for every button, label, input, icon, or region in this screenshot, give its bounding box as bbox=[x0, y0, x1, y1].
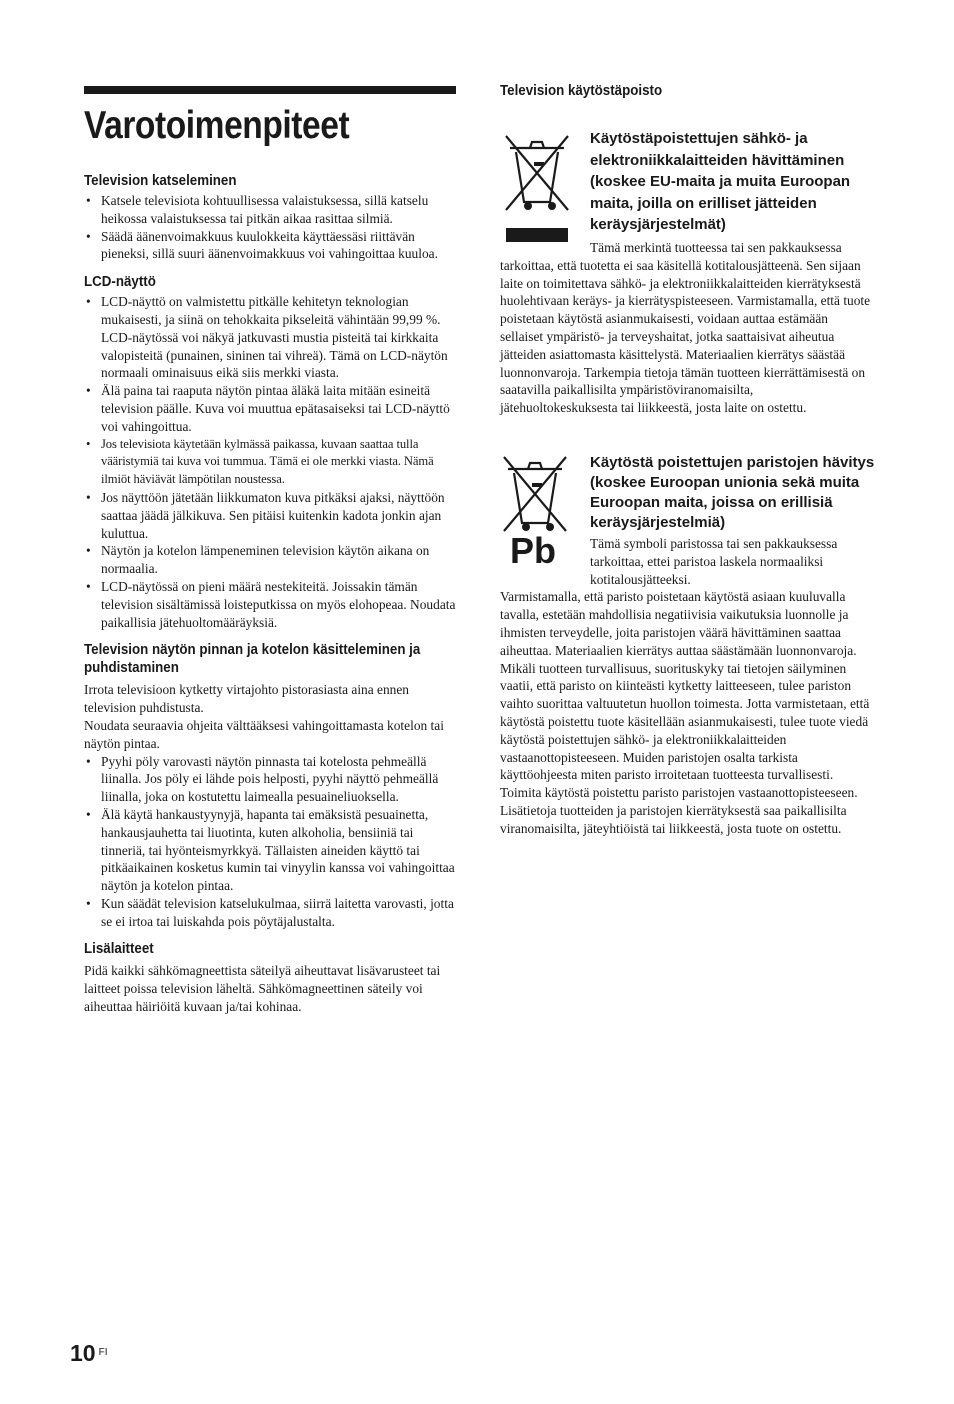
battery-title: Käytöstä poistettujen paristojen hävitys (koskee Euroopan unionia sekä muita Euroopan maita, joissa on erillisiä keräysjärjestelmiä) bbox=[590, 453, 875, 531]
section-heading-viewing: Television katseleminen bbox=[84, 173, 237, 189]
crossed-bin-pb-icon bbox=[502, 453, 568, 565]
weee-text: Tämä merkintä tuotteessa tai sen pakkauksessa tarkoittaa, että tuotetta ei saa käsitellä kotitalousjätteenä. Sen sijaan laite on toimitettava sähkö- ja elektroniikkalaitteiden kierrätyksestä huolehtivaan keräys- ja kierrätyspisteeseen. Varmistamalla, että tuote poistetaan käytöstä asianmukaisesti, voidaan auttaa estämään sellaiset ympäristö- ja terveyshaitat, jotka saattaisivat aiheutua jätteiden asiattomasta käsittelystä. Materiaalien kierrätys säästää luonnonvaroja. Tarkempia tietoja tämän tuotteen kierrättämisestä on saatavilla paikallisilta ympäristöviranomaisilta, jätehuoltokeskuksesta tai liikkeestä, josta laite on ostettu. bbox=[500, 240, 871, 416]
list-item: • Pyyhi pöly varovasti näytön pinnasta tai kotelosta pehmeällä liinalla. Jos pöly ei lähde pois helposti, pyyhi näyttö pehmeällä liinalla, joka on kostutettu laimealla pesuaineliuoksella. bbox=[84, 753, 456, 806]
weee-block bbox=[500, 100, 872, 245]
cleaning-para-1: Irrota televisioon kytketty virtajohto pistorasiasta aina ennen television puhdistusta. bbox=[84, 682, 410, 716]
page-number: 10 bbox=[70, 1340, 96, 1366]
crossed-bin-icon bbox=[504, 132, 570, 244]
lcd-list bbox=[84, 293, 456, 631]
page-language: FI bbox=[98, 1347, 108, 1358]
list-item: • Katsele televisiota kohtuullisessa valaistuksessa, sillä katselu heikossa valaistuksessa tai pitkän aikaa rasittaa silmiä. bbox=[84, 192, 456, 228]
left-column bbox=[84, 86, 456, 1016]
weee-title: Käytöstäpoistettujen sähkö- ja elektroniikkalaitteiden hävittäminen (koskee EU-maita ja muita Euroopan maita, joilla on erilliset jätteiden keräysjärjestelmät) bbox=[590, 130, 851, 233]
pb-label: Pb bbox=[510, 529, 557, 565]
accessories-para: Pidä kaikki sähkömagneettista säteilyä aiheuttavat lisävarusteet tai laitteet poissa television läheltä. Sähkömagneettinen säteily voi aiheuttaa häiriöitä kuvaan ja/tai kohinaa. bbox=[84, 963, 441, 1015]
battery-text-short: Tämä symboli paristossa tai sen pakkauksessa tarkoittaa, ettei paristoa laskela normaaliksi kotitalousjätteeksi. bbox=[590, 535, 838, 587]
section-heading-disposal: Television käytöstäpoisto bbox=[500, 83, 663, 99]
battery-text: Varmistamalla, että paristo poistetaan käytöstä asiaan kuuluvalla tavalla, estetään mahdollisia negatiivisia vaikutuksia luonnolle ja ihmisten terveydelle, joita paristojen väärä hävittäminen saattaa aiheuttaa. Materiaalien kierrätys auttaa säästämään luonnonvaroja. Mikäli tuotteen turvallisuus, suorituskyky tai tietojen säilyminen vaatii, että paristo on kiinteästi kytketty laitteeseen, tulee pariston vaihto suorittaa valtuutetun huollon toimesta. Jotta varmistetaan, että käytöstä poistettu tuote käsitellään asianmukaisesti, tulee tuote viedä käytöstä poistettujen sähkö- ja elektroniikkalaitteiden vastaanottopisteeseen. Muiden paristojen osalta tarkista käyttöohjeesta miten paristo irroitetaan tuotteesta turvallisesti. Toimita käytöstä poistettu paristo paristojen vastaanottopisteeseen. Lisätietoja tuotteiden ja paristojen kierrätyksestä saa paikallisilta viranomaisilta, jäteyhtiöistä tai liikkeestä, josta tuote on ostettu. bbox=[500, 589, 870, 836]
list-item: • Älä käytä hankaustyynyjä, hapanta tai emäksistä pesuainetta, hankausjauhetta tai liuotinta, kuten alkoholia, bensiiniä tai tinneriä, tai hyönteismyrkkyä. Tällaisten aineiden käyttö tai pitkäaikainen kosketus kumin tai vinyylin kanssa voi vahingoittaa näytön ja kotelon pintaa. bbox=[84, 806, 456, 895]
list-item: • Älä paina tai raaputa näytön pintaa äläkä laita mitään esineitä television päälle. Kuva voi muuttua epätasaiseksi tai LCD-näyttö voi vahingoittua. bbox=[84, 382, 456, 435]
list-item: • Säädä äänenvoimakkuus kuulokkeita käyttäessäsi riittävän pieneksi, sillä suuri äänenvoimakkuus voi vahingoittaa kuuloa. bbox=[84, 228, 456, 264]
cleaning-para-2: Noudata seuraavia ohjeita välttääksesi vahingoittamasta kotelon tai näytön pintaa. bbox=[84, 717, 444, 751]
cleaning-list bbox=[84, 753, 456, 931]
page-footer bbox=[70, 1340, 107, 1367]
list-item: • LCD-näyttö on valmistettu pitkälle kehitetyn teknologian mukaisesti, ja siinä on tehokkaita pikseleitä vähintään 99,99 %. LCD-näytössä voi näkyä jatkuvasti mustia pisteitä tai kirkkaita valopisteitä (punainen, sininen tai vihreä). Tämä on LCD-näytön normaali ominaisuus eikä siis merkki viasta. bbox=[84, 293, 456, 382]
list-item: • LCD-näytössä on pieni määrä nestekiteitä. Joissakin tämän television sisältämissä loisteputkissa on myös elohopeaa. Noudata paikallisia jätehuoltomääräyksiä. bbox=[84, 578, 456, 631]
page-title: Varotoimenpiteet bbox=[84, 104, 350, 147]
list-item: • Näytön ja kotelon lämpeneminen television käytön aikana on normaalia. bbox=[84, 542, 456, 578]
right-column bbox=[500, 82, 875, 838]
section-heading-cleaning: Television näytön pinnan ja kotelon käsitteleminen ja puhdistaminen bbox=[84, 642, 421, 677]
list-item: • Jos televisiota käytetään kylmässä paikassa, kuvaan saattaa tulla vääristymiä tai kuva voi tummua. Tämä ei ole merkki viasta. Nämä ilmiöt häviävät lämpötilan noustessa. bbox=[84, 436, 456, 489]
viewing-list bbox=[84, 192, 456, 263]
section-heading-accessories: Lisälaitteet bbox=[84, 941, 154, 958]
title-rule bbox=[84, 86, 456, 94]
list-item: • Kun säädät television katselukulmaa, siirrä laitetta varovasti, jotta se ei irtoa tai luiskahda pois pöytäjalustalta. bbox=[84, 895, 456, 931]
section-heading-lcd: LCD-näyttö bbox=[84, 274, 156, 291]
list-item: • Jos näyttöön jätetään liikkumaton kuva pitkäksi ajaksi, näyttöön saattaa jäädä jälkikuva. Sen pitäisi kuitenkin kadota jonkin ajan kuluttua. bbox=[84, 489, 456, 542]
